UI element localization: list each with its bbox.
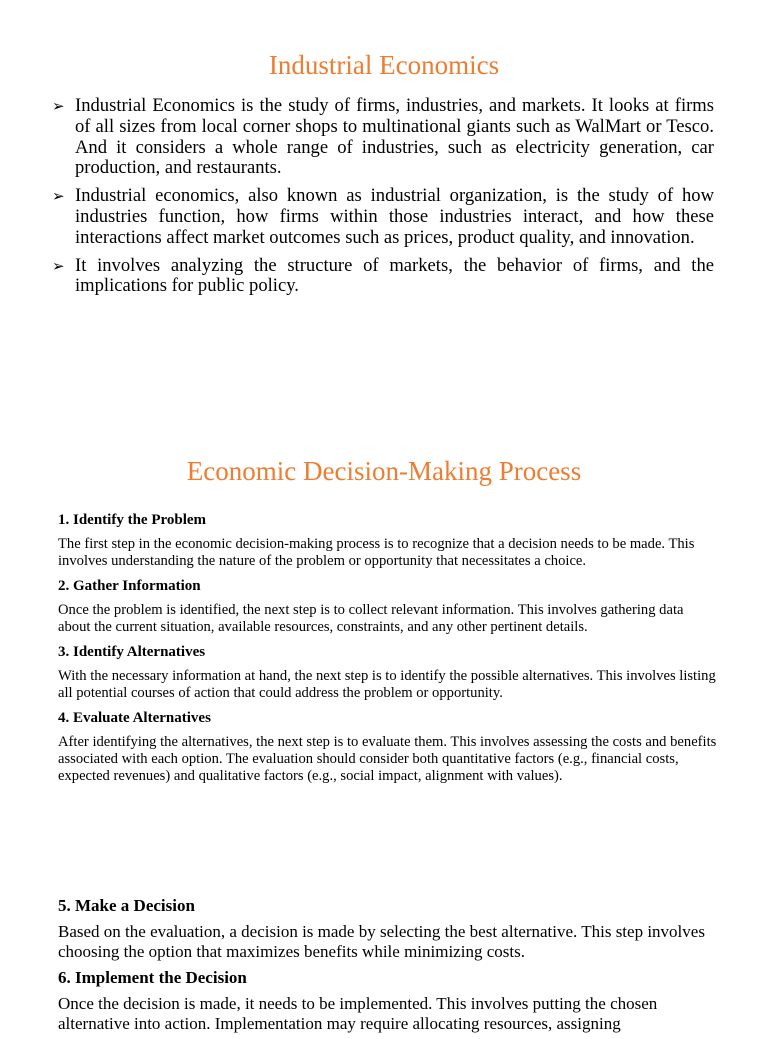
arrowhead-bullet-icon: ➢	[52, 256, 65, 275]
step-heading: 4. Evaluate Alternatives	[58, 710, 211, 726]
step-text: The first step in the economic decision-making process is to recognize that a decision needs to be made. This involves understanding the nature of the problem or opportunity that necessitates a choice.	[58, 536, 695, 569]
step-text: Once the decision is made, it needs to be implemented. This involves putting the chosen alternative into action. Implementation may require allocating resources, assigning	[58, 994, 658, 1033]
list-item	[52, 256, 714, 298]
step-text: After identifying the alternatives, the next step is to evaluate them. This involves assessing the costs and benefits associated with each option. The evaluation should consider both quantitative factors (e.g., financial costs, expected revenues) and qualitative factors (e.g., social impact, alignment with values).	[58, 734, 717, 784]
step-heading: 3. Identify Alternatives	[58, 644, 206, 660]
bullet-text: Industrial economics, also known as industrial organization, is the study of how industries function, how firms within those industries interact, and how these interactions affect market outcomes such as prices, product quality, and innovation.	[75, 185, 714, 248]
step-heading: 1. Identify the Problem	[58, 512, 207, 528]
steps-list-continued	[58, 895, 718, 1039]
bullet-text: Industrial Economics is the study of firms, industries, and markets. It looks at firms of all sizes from local corner shops to multinational giants such as WalMart or Tesco. And it considers a whole range of industries, such as electricity generation, car production, and restaurants.	[75, 95, 714, 179]
bullet-list	[52, 96, 714, 304]
list-item	[52, 96, 714, 179]
section-title-decision-making: Economic Decision-Making Process	[186, 456, 582, 486]
step-text: Based on the evaluation, a decision is made by selecting the best alternative. This step involves choosing the option that maximizes benefits while minimizing costs.	[58, 922, 705, 961]
step-heading: 2. Gather Information	[58, 578, 201, 594]
list-item	[52, 186, 714, 248]
steps-list	[58, 510, 718, 791]
step-text: Once the problem is identified, the next step is to collect relevant information. This involves gathering data about the current situation, available resources, constraints, and any other pertinent details.	[58, 602, 684, 635]
arrowhead-bullet-icon: ➢	[52, 187, 65, 206]
step-text: With the necessary information at hand, the next step is to identify the possible alternatives. This involves listing all potential courses of action that could address the problem or opportunity.	[58, 668, 716, 701]
section-title-industrial-economics: Industrial Economics	[268, 50, 500, 80]
step-heading: 5. Make a Decision	[58, 896, 195, 915]
bullet-text: It involves analyzing the structure of markets, the behavior of firms, and the implications for public policy.	[75, 254, 714, 297]
arrowhead-bullet-icon: ➢	[52, 97, 65, 115]
step-heading: 6. Implement the Decision	[58, 968, 247, 987]
